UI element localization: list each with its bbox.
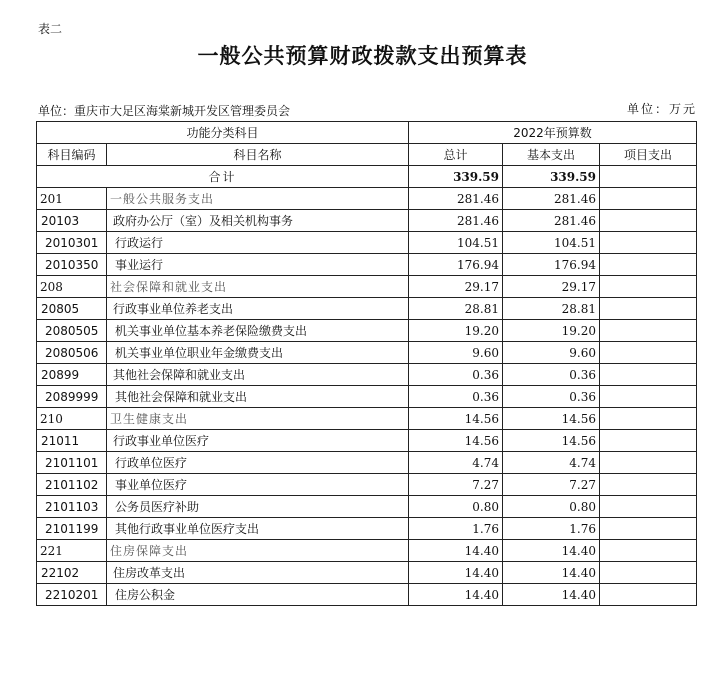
row-project [600, 276, 697, 298]
row-total: 14.56 [409, 408, 503, 430]
table-row [37, 342, 697, 364]
row-project [600, 188, 697, 210]
row-code: 2080506 [37, 342, 107, 364]
row-total: 281.46 [409, 188, 503, 210]
row-total: 176.94 [409, 254, 503, 276]
row-total: 9.60 [409, 342, 503, 364]
row-project [600, 496, 697, 518]
row-code: 2101103 [37, 496, 107, 518]
table-row [37, 254, 697, 276]
row-project [600, 342, 697, 364]
department-label: 单位：重庆市大足区海棠新城开发区管理委员会 [38, 104, 291, 118]
table-row [37, 474, 697, 496]
row-project [600, 386, 697, 408]
row-basic: 14.40 [503, 584, 600, 606]
row-basic: 0.36 [503, 364, 600, 386]
row-name: 事业运行 [107, 254, 409, 276]
total-row-project [600, 166, 697, 188]
row-basic: 29.17 [503, 276, 600, 298]
row-project [600, 584, 697, 606]
row-total: 1.76 [409, 518, 503, 540]
row-total: 29.17 [409, 276, 503, 298]
project-column-header: 项目支出 [600, 144, 697, 166]
row-basic: 14.40 [503, 540, 600, 562]
row-basic: 104.51 [503, 232, 600, 254]
row-name: 其他行政事业单位医疗支出 [107, 518, 409, 540]
row-project [600, 364, 697, 386]
total-row-total: 339.59 [409, 166, 503, 188]
row-project [600, 254, 697, 276]
table-row [37, 320, 697, 342]
budget-year-header: 2022年预算数 [409, 122, 697, 144]
row-total: 0.36 [409, 364, 503, 386]
table-row [37, 452, 697, 474]
row-code: 2010350 [37, 254, 107, 276]
document-title: 一般公共预算财政拨款支出预算表 [197, 44, 528, 68]
row-total: 4.74 [409, 452, 503, 474]
row-name: 行政事业单位医疗 [107, 430, 409, 452]
row-name: 住房保障支出 [107, 540, 409, 562]
table-row [37, 562, 697, 584]
row-basic: 281.46 [503, 188, 600, 210]
table-row [37, 496, 697, 518]
total-column-header: 总计 [409, 144, 503, 166]
row-basic: 19.20 [503, 320, 600, 342]
row-name: 事业单位医疗 [107, 474, 409, 496]
row-total: 14.40 [409, 540, 503, 562]
row-code: 210 [37, 408, 107, 430]
row-total: 0.80 [409, 496, 503, 518]
total-row [37, 166, 697, 188]
currency-unit-label: 单位：万元 [627, 102, 698, 116]
header-row-1 [37, 122, 697, 144]
row-code: 208 [37, 276, 107, 298]
total-row-basic: 339.59 [503, 166, 600, 188]
row-basic: 176.94 [503, 254, 600, 276]
row-name: 住房改革支出 [107, 562, 409, 584]
row-project [600, 518, 697, 540]
row-code: 21011 [37, 430, 107, 452]
row-code: 2010301 [37, 232, 107, 254]
row-basic: 0.80 [503, 496, 600, 518]
row-basic: 7.27 [503, 474, 600, 496]
row-project [600, 562, 697, 584]
table-row [37, 430, 697, 452]
row-basic: 28.81 [503, 298, 600, 320]
row-basic: 281.46 [503, 210, 600, 232]
row-name: 机关事业单位职业年金缴费支出 [107, 342, 409, 364]
row-project [600, 408, 697, 430]
row-project [600, 210, 697, 232]
row-code: 20805 [37, 298, 107, 320]
row-name: 社会保障和就业支出 [107, 276, 409, 298]
table-row [37, 188, 697, 210]
row-name: 卫生健康支出 [107, 408, 409, 430]
row-total: 14.40 [409, 562, 503, 584]
row-basic: 0.36 [503, 386, 600, 408]
row-code: 20103 [37, 210, 107, 232]
row-name: 其他社会保障和就业支出 [107, 386, 409, 408]
row-total: 28.81 [409, 298, 503, 320]
row-project [600, 540, 697, 562]
row-project [600, 232, 697, 254]
row-name: 行政单位医疗 [107, 452, 409, 474]
table-row [37, 408, 697, 430]
row-name: 机关事业单位基本养老保险缴费支出 [107, 320, 409, 342]
code-column-header: 科目编码 [37, 144, 107, 166]
row-basic: 1.76 [503, 518, 600, 540]
table-row [37, 276, 697, 298]
row-name: 住房公积金 [107, 584, 409, 606]
row-code: 2101199 [37, 518, 107, 540]
row-code: 201 [37, 188, 107, 210]
row-basic: 4.74 [503, 452, 600, 474]
row-name: 行政事业单位养老支出 [107, 298, 409, 320]
table-row [37, 210, 697, 232]
row-project [600, 430, 697, 452]
table-row [37, 364, 697, 386]
row-name: 一般公共服务支出 [107, 188, 409, 210]
table-row [37, 232, 697, 254]
header-row-2 [37, 144, 697, 166]
basic-column-header: 基本支出 [503, 144, 600, 166]
table-row [37, 518, 697, 540]
row-project [600, 298, 697, 320]
table-number-label: 表二 [38, 22, 63, 36]
row-total: 7.27 [409, 474, 503, 496]
row-code: 22102 [37, 562, 107, 584]
row-basic: 14.56 [503, 430, 600, 452]
row-total: 281.46 [409, 210, 503, 232]
total-row-label: 合计 [37, 166, 409, 188]
row-project [600, 452, 697, 474]
row-code: 2080505 [37, 320, 107, 342]
row-code: 221 [37, 540, 107, 562]
row-project [600, 474, 697, 496]
row-project [600, 320, 697, 342]
row-name: 公务员医疗补助 [107, 496, 409, 518]
row-basic: 14.56 [503, 408, 600, 430]
row-code: 2089999 [37, 386, 107, 408]
row-total: 0.36 [409, 386, 503, 408]
classification-header: 功能分类科目 [37, 122, 409, 144]
table-row [37, 540, 697, 562]
row-code: 2101101 [37, 452, 107, 474]
row-basic: 14.40 [503, 562, 600, 584]
budget-table [36, 121, 697, 606]
row-basic: 9.60 [503, 342, 600, 364]
table-row [37, 386, 697, 408]
table-row [37, 584, 697, 606]
row-total: 19.20 [409, 320, 503, 342]
row-code: 2210201 [37, 584, 107, 606]
row-name: 政府办公厅（室）及相关机构事务 [107, 210, 409, 232]
name-column-header: 科目名称 [107, 144, 409, 166]
table-row [37, 298, 697, 320]
row-name: 行政运行 [107, 232, 409, 254]
row-total: 14.40 [409, 584, 503, 606]
row-name: 其他社会保障和就业支出 [107, 364, 409, 386]
row-code: 2101102 [37, 474, 107, 496]
row-code: 20899 [37, 364, 107, 386]
row-total: 104.51 [409, 232, 503, 254]
row-total: 14.56 [409, 430, 503, 452]
